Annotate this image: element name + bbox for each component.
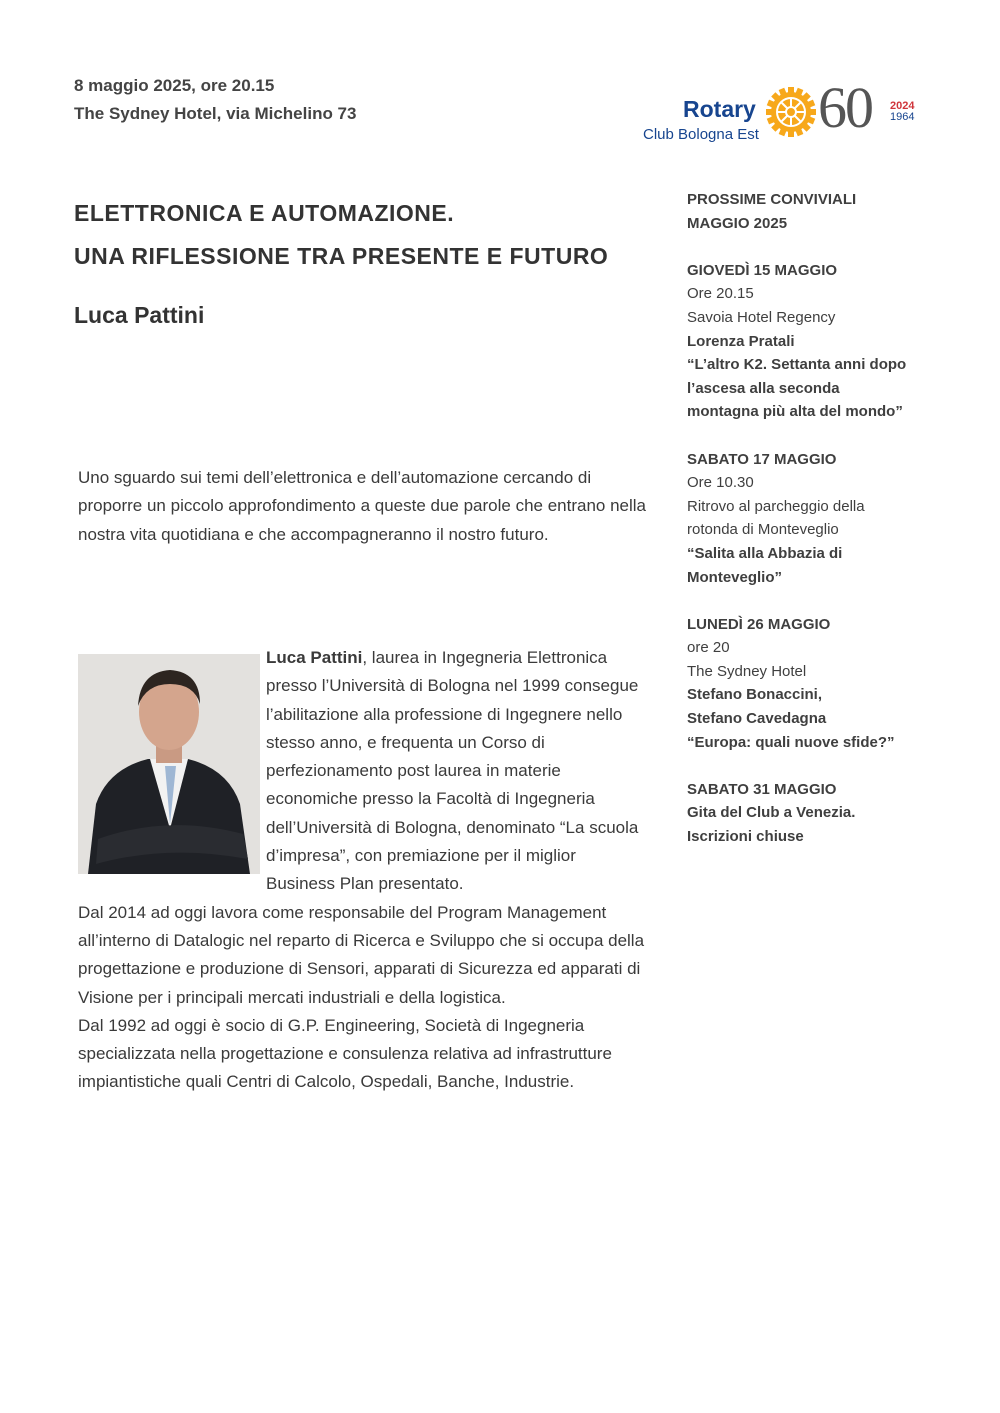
event-time: Ore 10.30	[687, 474, 754, 492]
rotary-logo	[640, 75, 930, 152]
logo-club-text: Club Bologna Est	[643, 126, 759, 143]
rotary-wheel-icon	[765, 86, 817, 138]
event-speaker-line: Stefano Cavedagna	[687, 710, 827, 728]
sidebar-heading	[687, 188, 957, 235]
event-date-time: 8 maggio 2025, ore 20.15	[74, 76, 275, 95]
event-item	[687, 613, 957, 755]
talk-title	[74, 192, 608, 278]
event-header	[74, 72, 356, 128]
event-time: ore 20	[687, 639, 730, 657]
event-date: SABATO 31 MAGGIO	[687, 780, 837, 798]
bio-speaker-name: Luca Pattini	[266, 648, 363, 667]
event-place: Savoia Hotel Regency	[687, 308, 836, 326]
logo-year-current: 2024	[890, 100, 915, 112]
event-venue: The Sydney Hotel, via Michelino 73	[74, 104, 357, 123]
event-item	[687, 448, 957, 590]
event-topic-line: “L’altro K2. Settanta anni dopo	[687, 356, 907, 374]
talk-title-line-1: ELETTRONICA E AUTOMAZIONE.	[74, 200, 455, 226]
speaker-photo	[78, 654, 260, 874]
event-place: The Sydney Hotel	[687, 662, 807, 680]
sidebar-heading-line-1: PROSSIME CONVIVIALI	[687, 191, 857, 208]
event-date: LUNEDÌ 26 MAGGIO	[687, 615, 831, 633]
event-speaker-line: Stefano Bonaccini,	[687, 686, 823, 704]
event-topic-line: “Salita alla Abbazia di	[687, 544, 843, 562]
event-topic-line: montagna più alta del mondo”	[687, 403, 903, 421]
event-detail-line: Iscrizioni chiuse	[687, 828, 804, 846]
event-place-line: Ritrovo al parcheggio della	[687, 497, 865, 515]
bio-paragraph-2: Dal 2014 ad oggi lavora come responsabile del Program Management all’interno di Datalogic nel reparto di Ricerca e Sviluppo che si occupa della progettazione e produzione di Sensori, apparati di Sicurezza ed apparati di Visione per i principali mercati industriali e della logistica.	[78, 902, 645, 1007]
bio-paragraph-3: Dal 1992 ad oggi è socio di G.P. Engineering, Società di Ingegneria specializzata nella progettazione e consulenza relativa ad infrastrutture impiantistiche quali Centri di Calcolo, Ospedali, Banche, Industrie.	[78, 1015, 612, 1092]
event-detail-line: Gita del Club a Venezia.	[687, 804, 856, 822]
logo-anniversary-number: 60	[818, 75, 872, 140]
talk-title-line-2: UNA RIFLESSIONE TRA PRESENTE E FUTURO	[74, 243, 609, 269]
logo-year-founded: 1964	[890, 111, 915, 123]
speaker-bio	[78, 644, 648, 1097]
event-topic: “Europa: quali nuove sfide?”	[687, 733, 895, 751]
intro-paragraph: Uno sguardo sui temi dell’elettronica e dell’automazione cercando di proporre un piccolo approfondimento a queste due parole che entrano nella nostra vita quotidiana e che accompagneranno il nostro futuro.	[78, 468, 647, 544]
event-date: GIOVEDÌ 15 MAGGIO	[687, 261, 838, 279]
speaker-name: Luca Pattini	[74, 302, 205, 328]
sidebar-heading-line-2: MAGGIO 2025	[687, 214, 788, 232]
event-topic-line: l’ascesa alla seconda	[687, 379, 840, 397]
speaker-portrait-image	[78, 654, 260, 874]
event-topic-line: Monteveglio”	[687, 568, 783, 586]
event-time: Ore 20.15	[687, 285, 754, 303]
event-item	[687, 259, 957, 424]
bio-paragraph-1-text: , laurea in Ingegneria Elettronica presso l’Università di Bologna nel 1999 consegue l’abilitazione alla professione di Ingegnere nello stesso anno, e frequenta un Corso di perfezionamento post laurea in materie economiche presso la Facoltà di Ingegneria dell’Università di Bologna, denominato “La scuola d’impresa”, con premiazione per il miglior Business Plan presentato.	[266, 648, 639, 894]
event-speaker: Lorenza Pratali	[687, 332, 795, 350]
event-date: SABATO 17 MAGGIO	[687, 450, 837, 468]
upcoming-events-sidebar	[687, 188, 957, 872]
event-item	[687, 778, 957, 849]
event-place-line: rotonda di Monteveglio	[687, 521, 839, 539]
logo-rotary-text: Rotary	[683, 96, 756, 122]
